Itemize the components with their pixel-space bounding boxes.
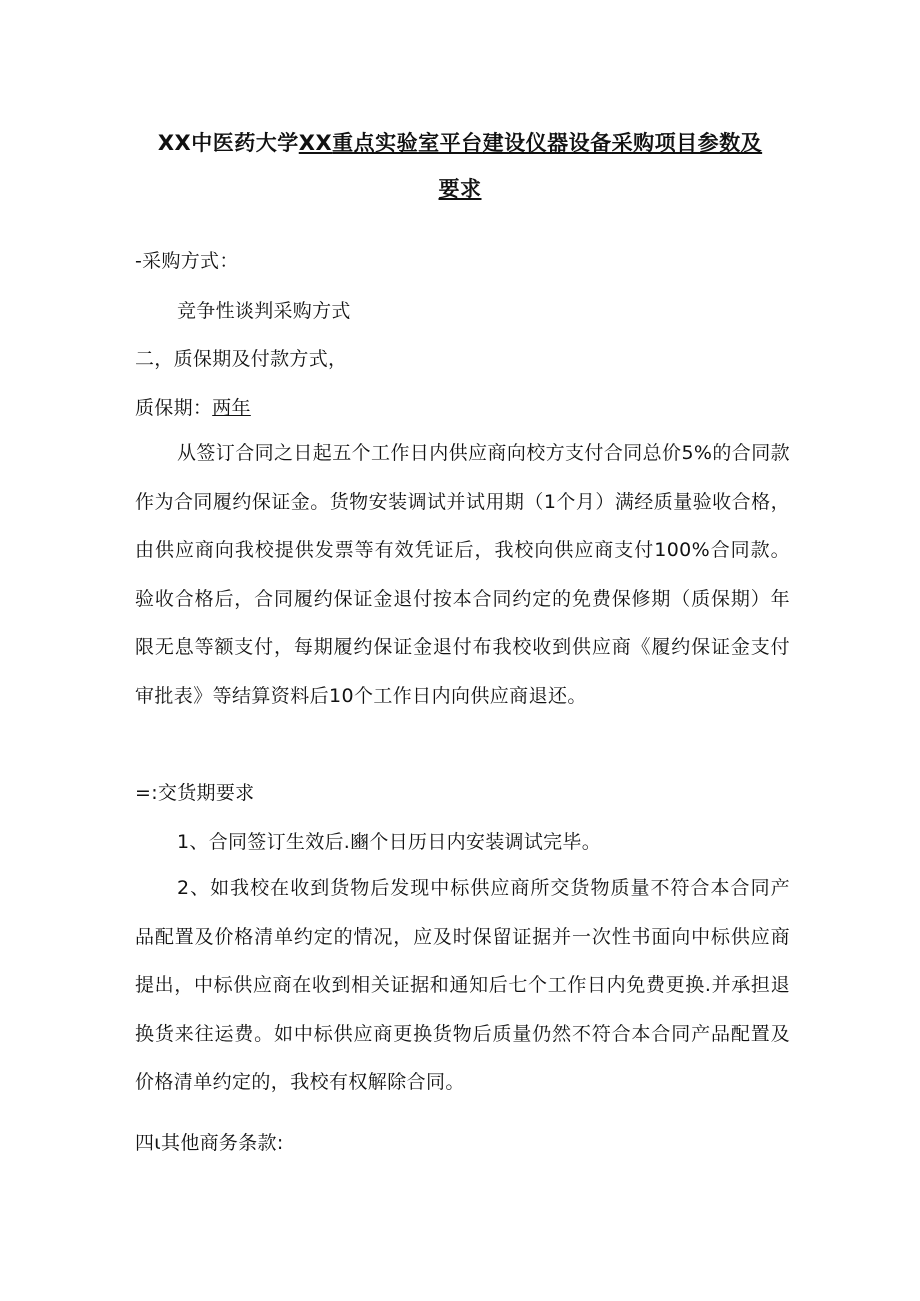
title-part-3: XX	[298, 131, 333, 155]
warranty-value: 两年	[212, 397, 251, 419]
delivery-item-2: 2、如我校在收到货物后发现中标供应商所交货物质量不符合本合同产品配置及价格清单约定的情况，应及时保留证据并一次性书面向中标供应商提出，中标供应商在收到相关证据和通知后七个工作日内免费更换.并承担退换货来往运费。如中标供应商更换货物后质量仍然不符合本合同产品配置及价格清单约定的，我校有权解除合同。	[135, 877, 790, 1093]
section1-heading: -采购方式：	[135, 250, 239, 272]
document-title	[0, 127, 920, 157]
title-part-5: 要求	[438, 177, 482, 201]
warranty-line	[135, 393, 251, 420]
section2-heading: 二，质保期及付款方式，	[135, 348, 348, 370]
warranty-label: 质保期：	[135, 397, 213, 419]
section3-heading: =:交货期要求	[135, 782, 255, 804]
document-title-continued	[0, 173, 920, 203]
title-part-2: 中医药大学	[191, 131, 299, 155]
payment-paragraph: 从签订合同之日起五个工作日内供应商向校方支付合同总价5%的合同款作为合同履约保证金。货物安装调试并试用期（1个月）满经质量验收合格，由供应商向我校提供发票等有效凭证后，我校向供应商支付100%合同款。验收合格后，合同履约保证金退付按本合同约定的免费保修期（质保期）年限无息等额支付，每期履约保证金退付布我校收到供应商《履约保证金支付审批表》等结算资料后10个工作日内向供应商退还。	[135, 442, 790, 707]
title-part-1: XX	[157, 131, 192, 155]
section4-heading: 四ι其他商务条款:	[135, 1132, 284, 1154]
section1-body: 竞争性谈判采购方式	[177, 300, 351, 322]
title-part-4: 重点实验室平台建设仪器设备采购项目参数及	[332, 131, 763, 155]
delivery-item-1: 1、合同签订生效后.豳个日历日内安装调试完毕。	[177, 831, 602, 853]
